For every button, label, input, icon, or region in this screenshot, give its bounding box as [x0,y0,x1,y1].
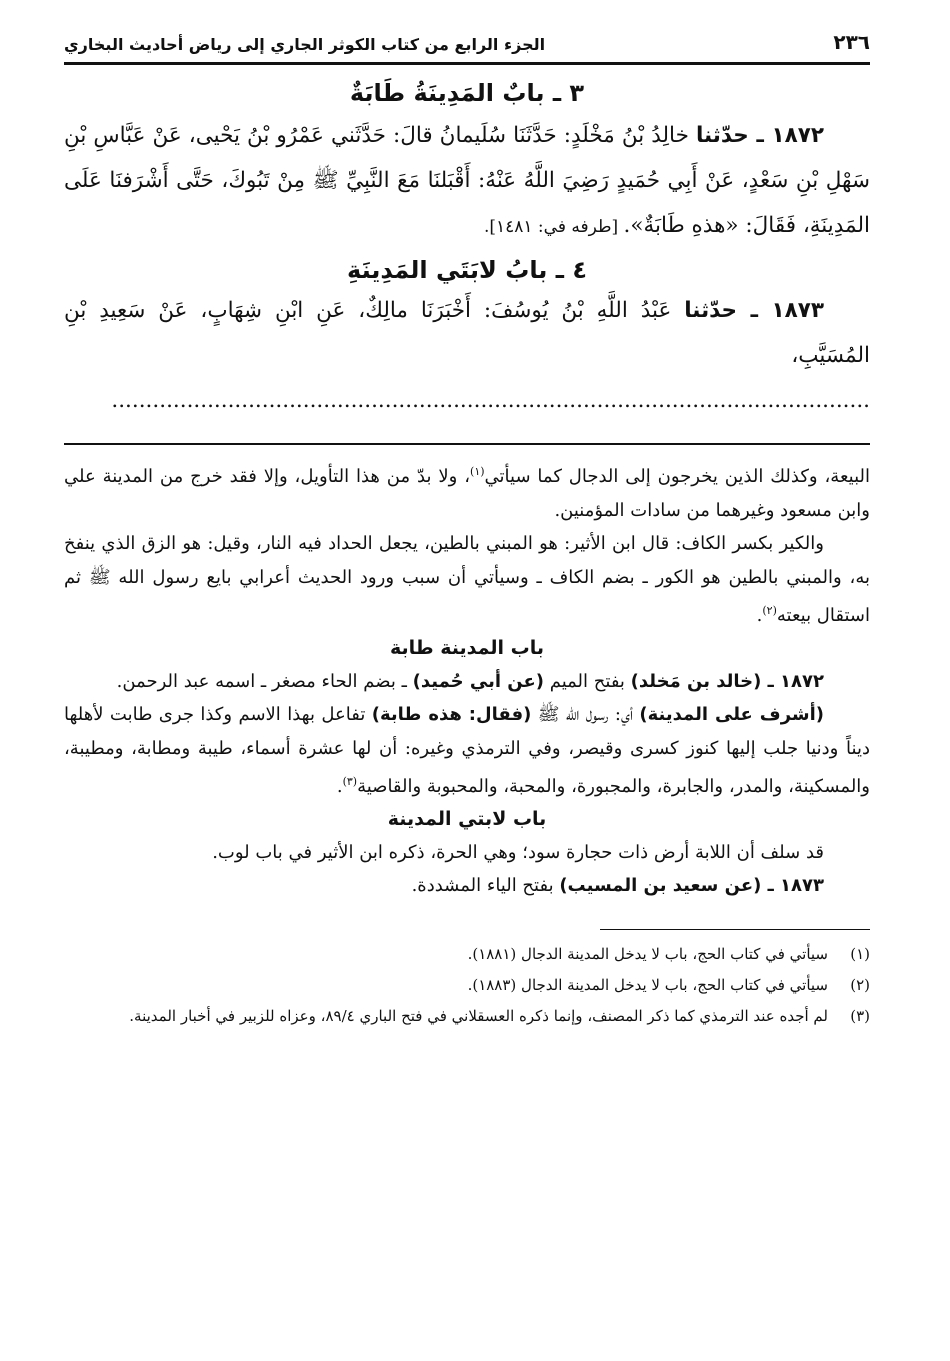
text: تفاعل بهذا الاسم وكذا جرى طابت لأهلها ديناً ودنيا جلب إليها كنوز كسرى وقيصر، وفي الترمذي وغيره: أن لها عشرة أسماء، طيبة ومطابة، ومطيبة، والمسكينة، والمدر، والجابرة، والمجبورة، والمحبة، والمحبوبة والقاصية [64,704,870,797]
page [64,30,870,1033]
bold-phrase: (فقال: هذه طابة) [371,704,532,725]
commentary-heading-1: باب المدينة طابة [389,636,545,659]
ellipsis-dots: ............................................................................................................... [111,388,870,413]
bold-phrase: ١٨٧٢ ـ (خالد بن مَخلد) [630,670,824,692]
footnote [64,971,870,999]
hadith-text: خالِدُ بْنُ مَخْلَدٍ: حَدَّثَنَا سُلَيمانُ قالَ: حَدَّثَني عَمْرُو بْنُ يَحْيى، عَنْ عَبَّاسِ بْنِ سَهْلِ بْنِ سَعْدٍ، عَنْ أَبِي حُمَيدٍ رَضِيَ اللَّهُ عَنْهُ: أَقْبَلنَا مَعَ النَّبِيِّ ﷺ مِنْ تَبُوكَ، حَتَّى أَشْرَفنَا عَلَى المَدِينَةِ، فَقَالَ: «هذهِ طَابَةٌ». [64,123,870,238]
commentary-heading-2: باب لابتي المدينة [387,807,547,830]
bold-phrase: ١٨٧٣ ـ (عن سعيد بن المسيب) [559,875,824,896]
footnote-text: سيأتي في كتاب الحج، باب لا يدخل المدينة الدجال (١٨٨١). [467,944,828,963]
text: . [336,776,343,797]
footnote-number: (٢) [850,975,870,994]
footnote-rule [600,929,870,930]
commentary-paragraph-3 [64,665,870,699]
footnote-number: (٣) [850,1006,870,1025]
book-title: الجزء الرابع من كتاب الكوثر الجاري إلى رياض أحاديث البخاري [64,35,546,54]
page-number: ٢٣٦ [833,30,870,54]
chapter-heading-4: ٤ ـ بابُ لابَتَي المَدِينَةِ [347,256,587,284]
text: ، ولا بدّ من هذا التأويل، وإلا فقد خرج من المدينة علي وابن مسعود وغيرهما من سادات المؤمنين. [64,466,870,521]
text: . [756,605,763,626]
text: بفتح الميم [544,670,631,692]
running-header [64,30,870,65]
text: ـ بضم الحاء مصغر ـ اسمه عبد الرحمن. [116,670,413,692]
text: أي: رسول الله ﷺ [531,704,640,725]
bold-phrase: (أشرف على المدينة) [639,704,825,725]
footnote-text: سيأتي في كتاب الحج، باب لا يدخل المدينة الدجال (١٨٨٣). [467,975,828,994]
commentary-paragraph-1 [64,455,870,527]
commentary-paragraph-4 [64,698,870,804]
hadith-1872 [64,113,870,250]
footnote-ref-3: (٣) [342,775,358,788]
footnote-text: لم أجده عند الترمذي كما ذكر المصنف، وإنما ذكره العسقلاني في فتح الباري ٨٩/٤، وعزاه للزبير في أخبار المدينة. [129,1006,828,1025]
footnote [64,1002,870,1030]
commentary-paragraph-6 [64,869,870,903]
hadith-text: عَبْدُ اللَّهِ بْنُ يُوسُفَ: أَخْبَرَنَا مالِكٌ، عَنِ ابْنِ شِهَابٍ، عَنْ سَعِيدِ بْنِ المُسَيَّبِ، [64,298,870,368]
hadith-number: ١٨٧٢ ـ حدّثنا [695,123,824,148]
footnote-ref-1: (١) [470,465,485,478]
hadith-reference: [طرفه في: ١٤٨١]. [483,217,624,237]
text: البيعة، وكذلك الذين يخرجون إلى الدجال كما سيأتي [484,466,870,487]
footnote-number: (١) [850,944,870,963]
hadith-1873 [64,288,870,423]
chapter-heading-3: ٣ ـ بابٌ المَدِينَةُ طَابَةٌ [349,79,585,107]
commentary-paragraph-2 [64,527,870,633]
text: والكير بكسر الكاف: قال ابن الأثير: هو المبني بالطين، يجعل الحداد فيه النار، وقيل: هو الزق الذي ينفخ به، والمبني بالطين هو الكور ـ بضم الكاف ـ وسيأتي أن سبب ورود الحديث أعرابي بايع رسول الله ﷺ ثم استقال بيعته [64,533,870,626]
footnote-ref-2: (٢) [762,604,777,617]
text: بفتح الياء المشددة. [411,875,560,896]
hadith-number: ١٨٧٣ ـ حدّثنا [684,298,825,323]
bold-phrase: (عن أبي حُميد) [412,670,545,692]
footnote [64,940,870,968]
commentary-paragraph-5: قد سلف أن اللابة أرض ذات حجارة سود؛ وهي الحرة، ذكره ابن الأثير في باب لوب. [212,841,824,863]
section-divider [64,443,870,445]
